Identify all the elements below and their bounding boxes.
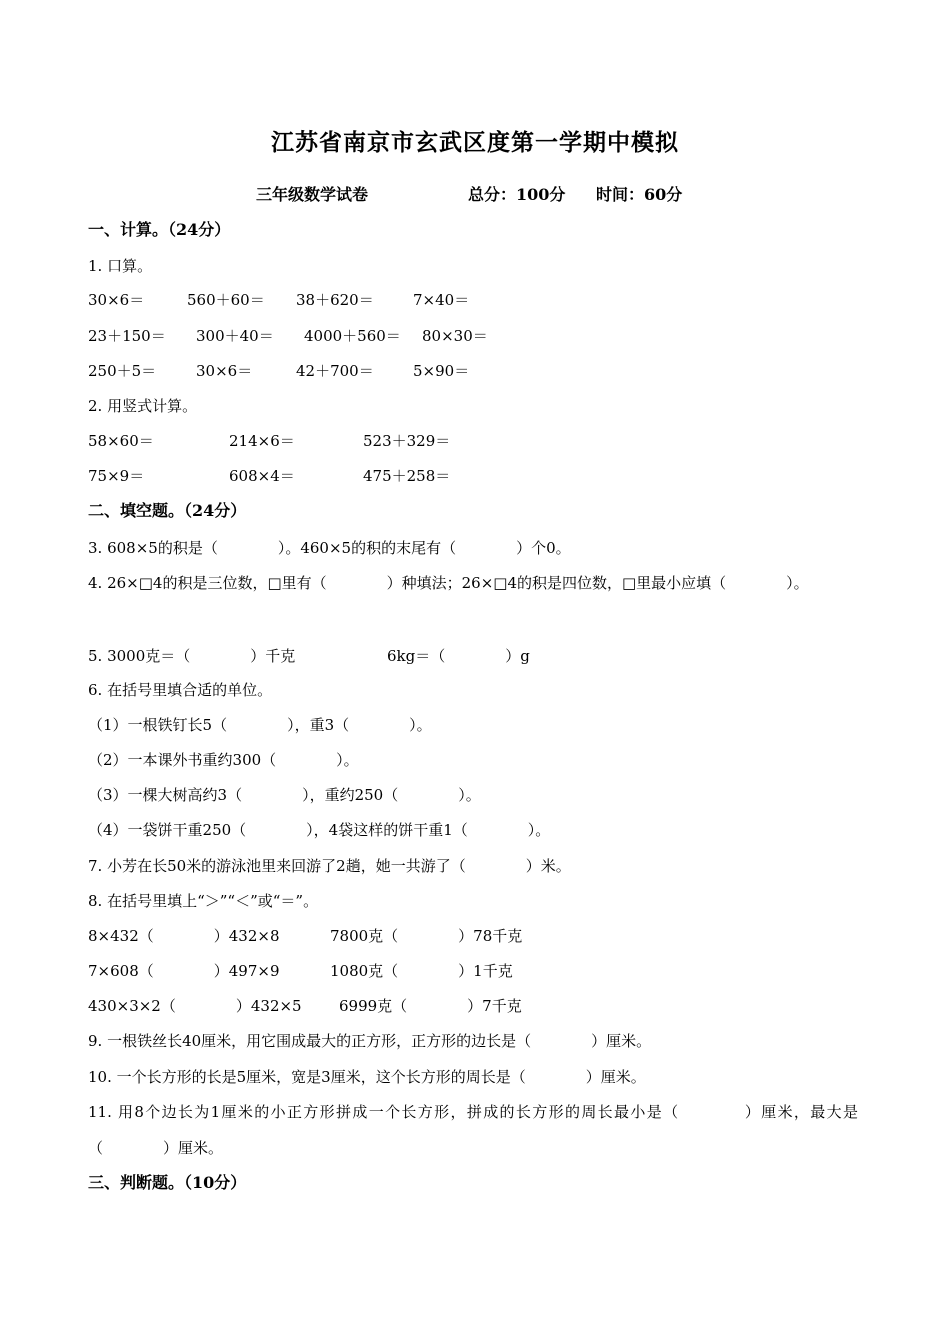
question-text: 9. 一根铁丝长40厘米，用它围成最大的正方形，正方形的边长是（ ）厘米。 xyxy=(88,1032,652,1050)
oral-calc-item: 38＋620＝ xyxy=(296,291,374,309)
vertical-calc-item: 75×9＝ xyxy=(88,467,145,485)
oral-calc-item: 5×90＝ xyxy=(413,362,470,380)
compare-item: 6999克（ ）7千克 xyxy=(339,997,522,1015)
question-text: 6kg＝（ ）g xyxy=(387,647,530,665)
oral-calc-item: 560＋60＝ xyxy=(187,291,265,309)
question-text: 7. 小芳在长50米的游泳池里来回游了2趟，她一共游了（ ）米。 xyxy=(88,857,571,875)
sub-question: （1）一根铁钉长5（ ），重3（ ）。 xyxy=(88,716,432,734)
oral-calc-item: 23＋150＝ xyxy=(88,327,166,345)
oral-calc-item: 30×6＝ xyxy=(88,291,145,309)
sub-question: （4）一袋饼干重250（ ），4袋这样的饼干重1（ ）。 xyxy=(88,821,551,839)
oral-calc-item: 250＋5＝ xyxy=(88,362,157,380)
total-score: 总分：100分 xyxy=(468,185,566,204)
question-text: 4. 26×□4的积是三位数，□里有（ ）种填法；26×□4的积是四位数，□里最小应填（ ）。 xyxy=(88,574,809,592)
question-label: 2. 用竖式计算。 xyxy=(88,397,198,415)
oral-calc-item: 4000＋560＝ xyxy=(304,327,401,345)
oral-calc-item: 300＋40＝ xyxy=(196,327,274,345)
section-heading: 一、计算。（24分） xyxy=(88,220,231,239)
oral-calc-item: 30×6＝ xyxy=(196,362,253,380)
compare-item: 1080克（ ）1千克 xyxy=(330,962,513,980)
compare-item: 430×3×2（ ）432×5 xyxy=(88,997,302,1015)
section-heading: 二、填空题。（24分） xyxy=(88,501,247,520)
oral-calc-item: 7×40＝ xyxy=(413,291,470,309)
question-text: 5. 3000克＝（ ）千克 xyxy=(88,647,296,665)
section-heading: 三、判断题。（10分） xyxy=(88,1173,247,1192)
oral-calc-item: 80×30＝ xyxy=(422,327,488,345)
time-limit: 时间：60分 xyxy=(596,185,683,204)
question-text: 10. 一个长方形的长是5厘米，宽是3厘米，这个长方形的周长是（ ）厘米。 xyxy=(88,1068,646,1086)
compare-item: 7800克（ ）78千克 xyxy=(330,927,523,945)
grade-label: 三年级数学试卷 xyxy=(256,185,369,204)
vertical-calc-item: 214×6＝ xyxy=(229,432,295,450)
vertical-calc-item: 608×4＝ xyxy=(229,467,295,485)
compare-item: 8×432（ ）432×8 xyxy=(88,927,280,945)
oral-calc-item: 42＋700＝ xyxy=(296,362,374,380)
question-text: 8. 在括号里填上“＞”“＜”或“＝”。 xyxy=(88,892,319,910)
question-text: 11. 用8个边长为1厘米的小正方形拼成一个长方形，拼成的长方形的周长最小是（ ）厘米，最大是（ ）厘米。 xyxy=(88,1103,858,1157)
vertical-calc-item: 475＋258＝ xyxy=(363,467,451,485)
page-title: 江苏省南京市玄武区度第一学期中模拟 xyxy=(271,129,679,156)
sub-question: （2）一本课外书重约300（ ）。 xyxy=(88,751,359,769)
compare-item: 7×608（ ）497×9 xyxy=(88,962,280,980)
vertical-calc-item: 523＋329＝ xyxy=(363,432,451,450)
vertical-calc-item: 58×60＝ xyxy=(88,432,154,450)
sub-question: （3）一棵大树高约3（ ），重约250（ ）。 xyxy=(88,786,481,804)
question-label: 1. 口算。 xyxy=(88,257,153,275)
question-text: 6. 在括号里填合适的单位。 xyxy=(88,681,273,699)
question-text: 3. 608×5的积是（ ）。460×5的积的末尾有（ ）个0。 xyxy=(88,539,571,557)
